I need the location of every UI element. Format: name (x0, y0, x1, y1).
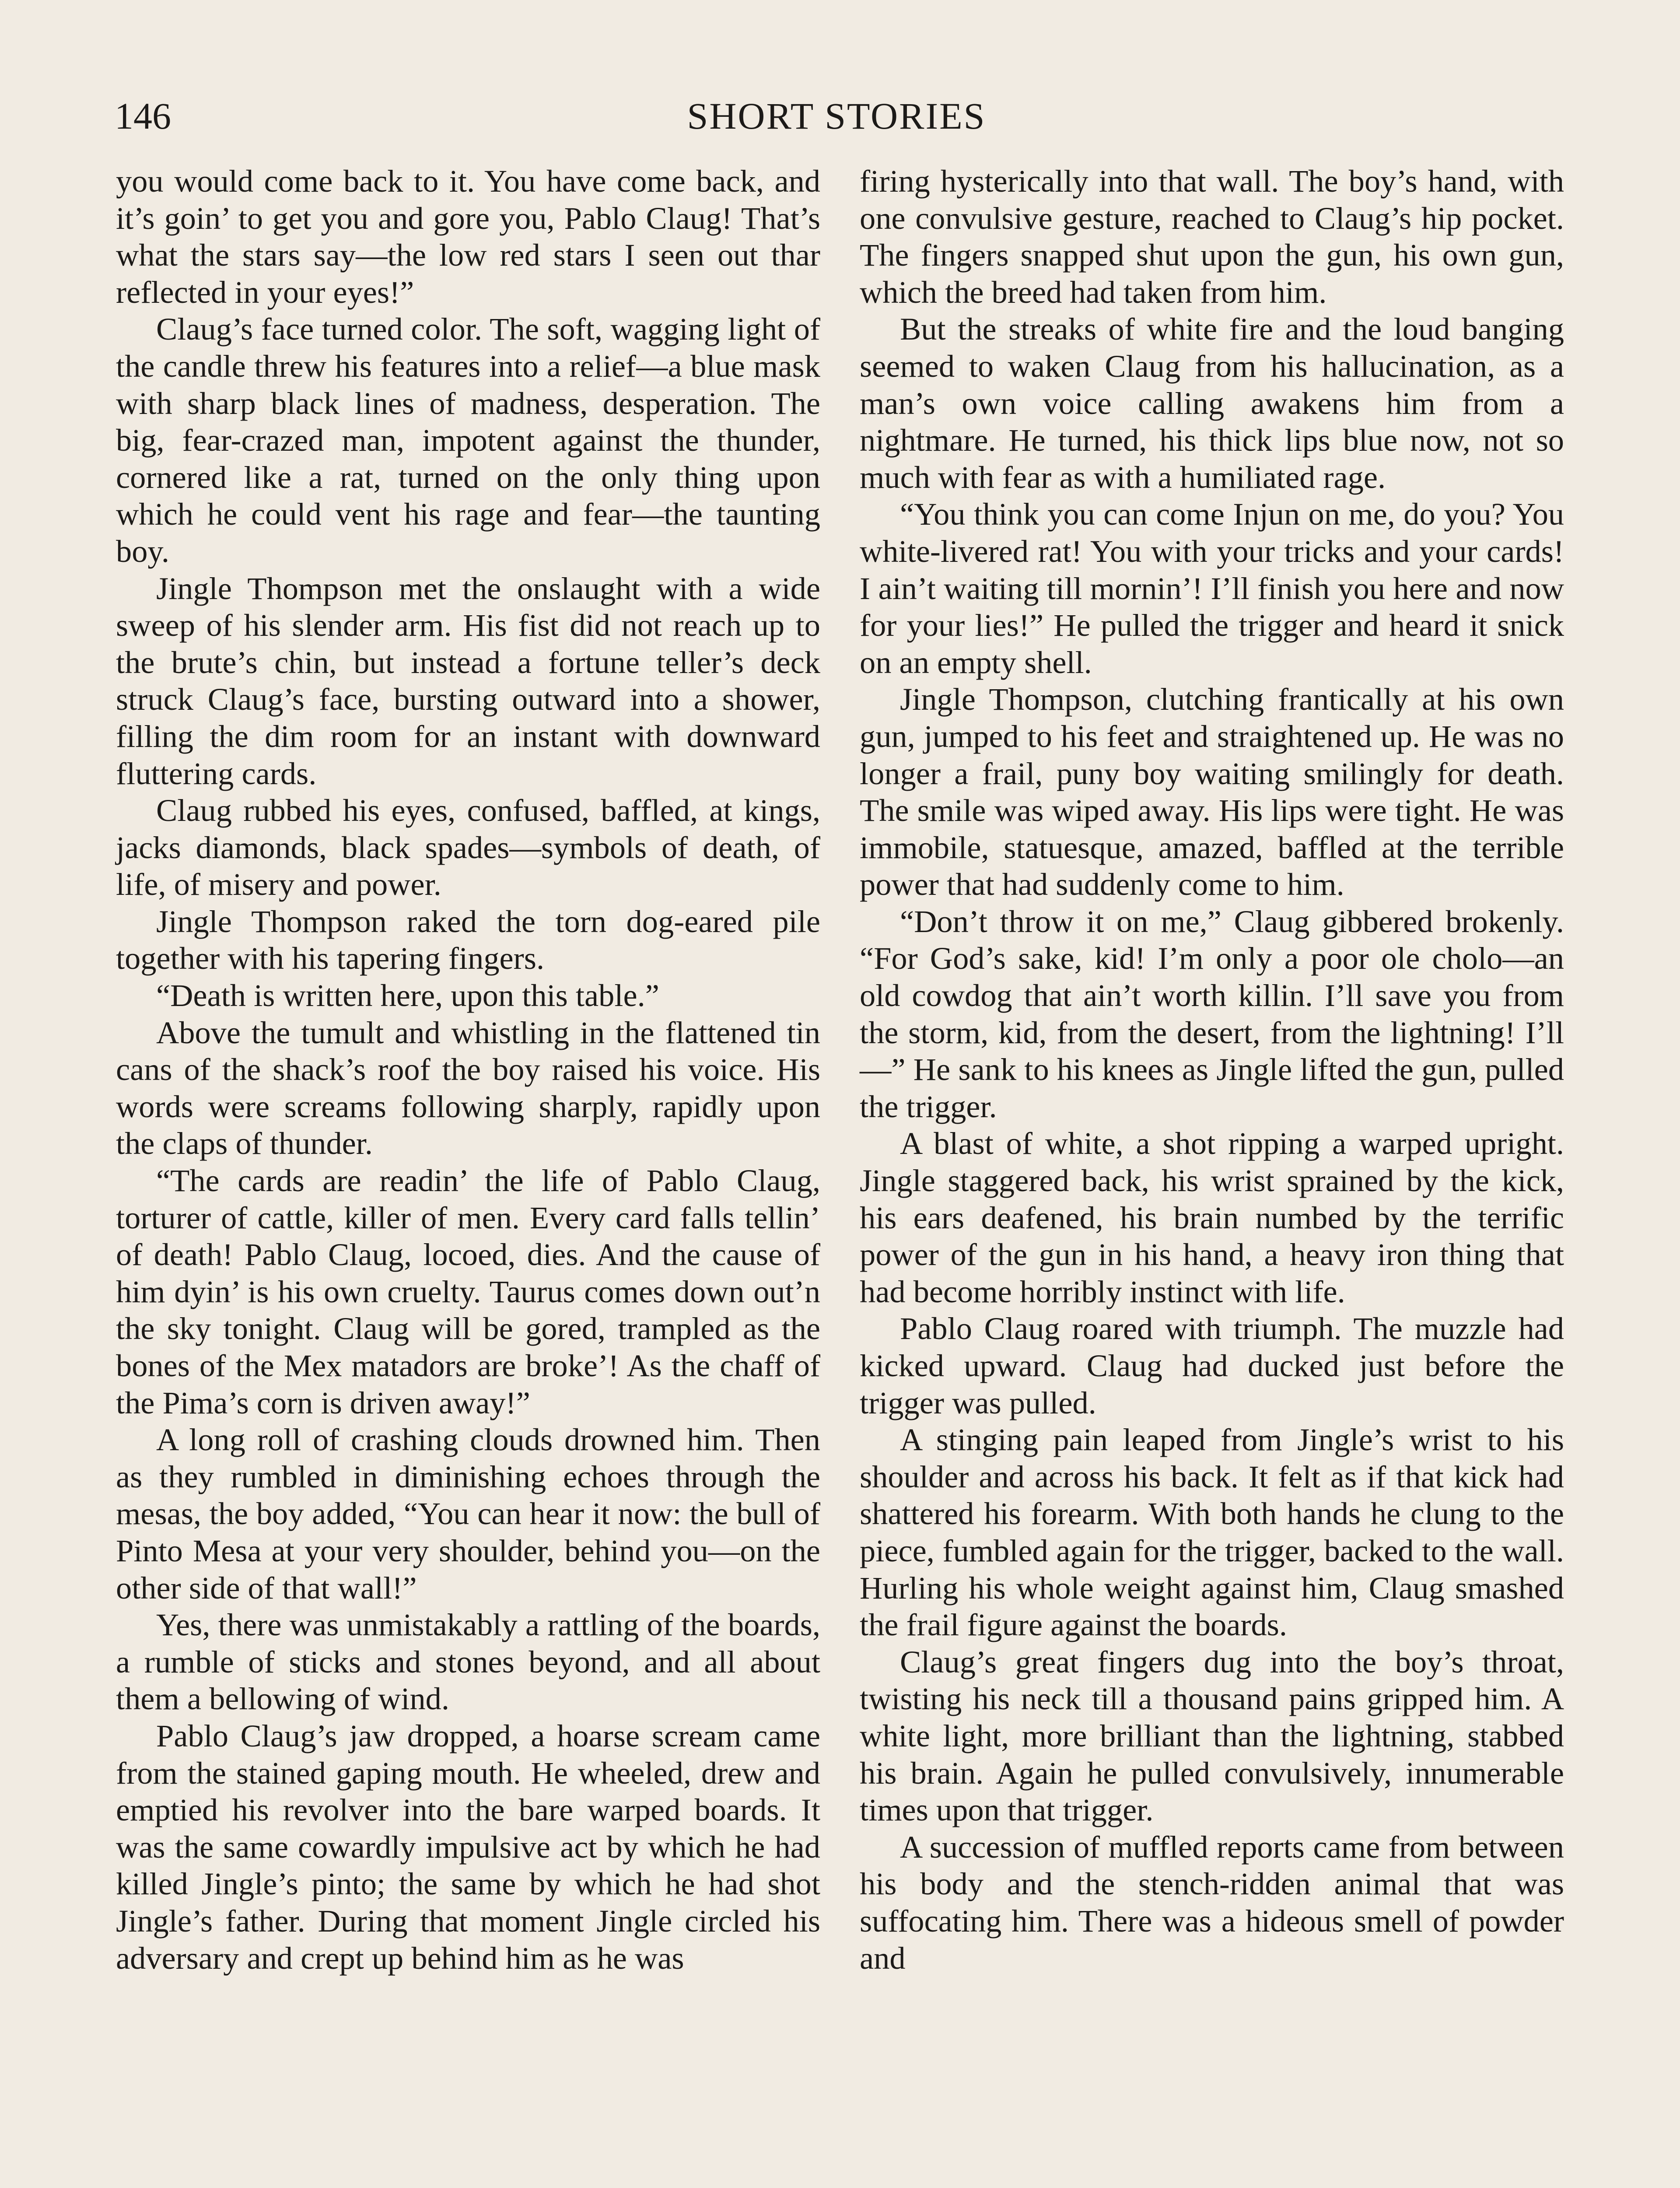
right-column (860, 163, 1564, 1977)
paragraph: Jingle Thompson, clutching frantically at his own gun, jumped to his feet and straightened up. He was no longer a frail, puny boy waiting smilingly for death. The smile was wiped away. His lips were tight. He was immobile, statuesque, amazed, baffled at the terrible power that had suddenly come to him. (860, 681, 1564, 902)
paragraph: A blast of white, a shot ripping a warped upright. Jingle staggered back, his wrist sprained by the kick, his ears deafened, his brain numbed by the terrific power of the gun in his hand, a heavy iron thing that had become horribly instinct with life. (860, 1126, 1564, 1309)
paragraph: A succession of muffled reports came from between his body and the stench-ridden animal that was suffocating him. There was a hideous smell of powder and (860, 1829, 1564, 1976)
paragraph: A stinging pain leaped from Jingle’s wrist to his shoulder and across his back. It felt as if that kick had shattered his forearm. With both hands he clung to the piece, fumbled again for the trigger, backed to the wall. Hurling his whole weight against him, Claug smashed the frail figure against the boards. (860, 1422, 1564, 1643)
paragraph: Pablo Claug roared with triumph. The muzzle had kicked upward. Claug had ducked just before the trigger was pulled. (860, 1311, 1564, 1420)
page-header (115, 92, 1558, 144)
paragraph: Claug’s great fingers dug into the boy’s throat, twisting his neck till a thousand pains gripped him. A white light, more brilliant than the lightning, stabbed his brain. Again he pulled convulsively, innumerable times upon that trigger. (860, 1644, 1564, 1828)
paragraph: Pablo Claug’s jaw dropped, a hoarse scream came from the stained gaping mouth. He wheeled, drew and emptied his revolver into the bare warped boards. It was the same cowardly impulsive act by which he had killed Jingle’s pinto; the same by which he had shot Jingle’s father. During that moment Jingle circled his adversary and crept up behind him as he was (116, 1718, 820, 1976)
paragraph: you would come back to it. You have come back, and it’s goin’ to get you and gore you, Pablo Claug! That’s what the stars say—the low red stars I seen out thar reflected in your eyes!” (116, 163, 820, 310)
paragraph: Jingle Thompson raked the torn dog-eared pile together with his tapering fingers. (116, 903, 820, 976)
paragraph: “You think you can come Injun on me, do you? You white-livered rat! You with your tricks and your cards! I ain’t waiting till mornin’! I’ll finish you here and now for your lies!” He pulled the trigger and heard it snick on an empty shell. (860, 496, 1564, 680)
paragraph: But the streaks of white fire and the loud banging seemed to waken Claug from his hallucination, as a man’s own voice calling awakens him from a nightmare. He turned, his thick lips blue now, not so much with fear as with a humiliated rage. (860, 311, 1564, 495)
paragraph: Above the tumult and whistling in the flattened tin cans of the shack’s roof the boy raised his voice. His words were screams following sharply, rapidly upon the claps of thunder. (116, 1014, 820, 1161)
paragraph: Yes, there was unmistakably a rattling of the boards, a rumble of sticks and stones beyond, and all about them a bellowing of wind. (116, 1607, 820, 1717)
paragraph: Claug’s face turned color. The soft, wagging light of the candle threw his features into a relief—a blue mask with sharp black lines of madness, desperation. The big, fear-crazed man, impotent against the thunder, cornered like a rat, turned on the only thing upon which he could vent his rage and fear—the taunting boy. (116, 311, 820, 569)
paragraph: “Death is written here, upon this table.” (156, 978, 659, 1013)
left-column (116, 163, 820, 1977)
paragraph: “The cards are readin’ the life of Pablo Claug, torturer of cattle, killer of men. Every card falls tellin’ of death! Pablo Claug, locoed, dies. And the cause of him dyin’ is his own cruelty. Taurus comes down out’n the sky tonight. Claug will be gored, trampled as the bones of the Mex matadors are broke’! As the chaff of the Pima’s corn is driven away!” (116, 1163, 820, 1420)
page-number: 146 (115, 95, 171, 137)
paragraph: Jingle Thompson met the onslaught with a wide sweep of his slender arm. His fist did not reach up to the brute’s chin, but instead a fortune teller’s deck struck Claug’s face, bursting outward into a shower, filling the dim room for an instant with downward fluttering cards. (116, 570, 820, 791)
paragraph: “Don’t throw it on me,” Claug gibbered brokenly. “For God’s sake, kid! I’m only a poor ole cholo—an old cowdog that ain’t worth killin. I’ll save you from the storm, kid, from the desert, from the lightning! I’ll—” He sank to his knees as Jingle lifted the gun, pulled the trigger. (860, 903, 1564, 1124)
paragraph: firing hysterically into that wall. The boy’s hand, with one convulsive gesture, reached to Claug’s hip pocket. The fingers snapped shut upon the gun, his own gun, which the breed had taken from him. (860, 163, 1564, 310)
running-title: SHORT STORIES (687, 95, 986, 137)
paragraph: A long roll of crashing clouds drowned him. Then as they rumbled in diminishing echoes through the mesas, the boy added, “You can hear it now: the bull of Pinto Mesa at your very shoulder, behind you—on the other side of that wall!” (116, 1422, 820, 1606)
paragraph: Claug rubbed his eyes, confused, baffled, at kings, jacks diamonds, black spades—symbols of death, of life, of misery and power. (116, 792, 820, 902)
